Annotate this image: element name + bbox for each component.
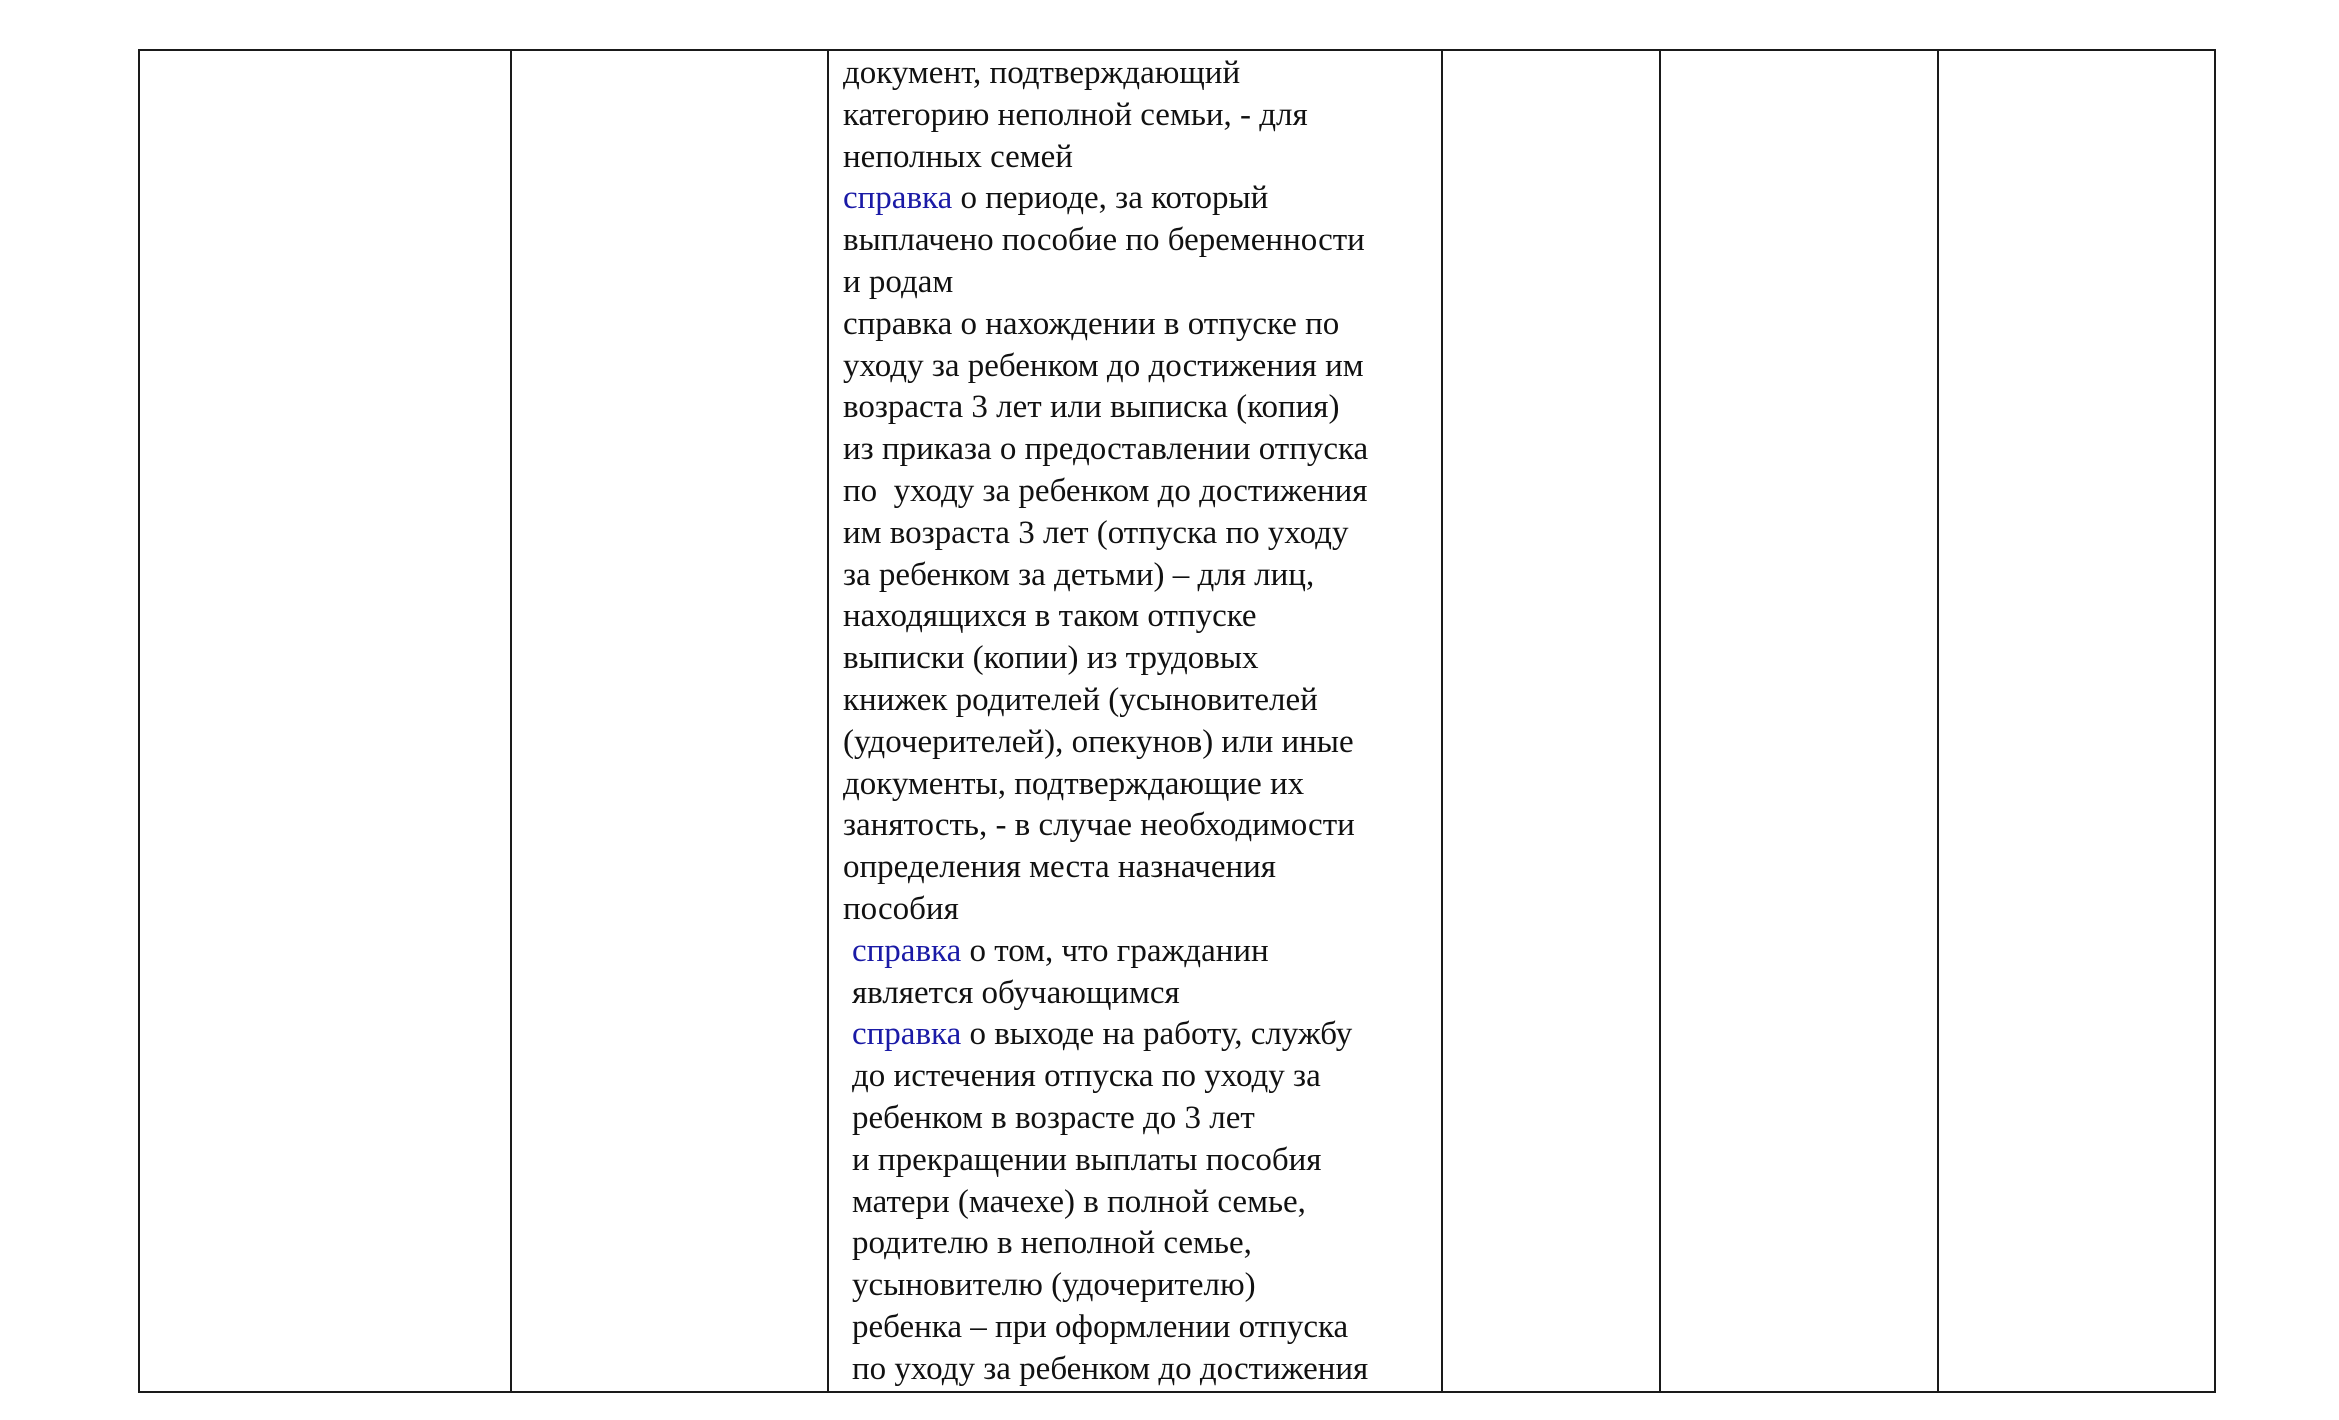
document-line: до истечения отпуска по уходу за <box>852 1058 1321 1095</box>
document-line: выписки (копии) из трудовых <box>843 640 1259 677</box>
documents-list <box>829 51 1441 1391</box>
document-line: матери (мачехе) в полной семье, <box>852 1183 1306 1220</box>
table-cell-col-2 <box>511 50 828 1392</box>
document-line: уходу за ребенком до достижения им <box>843 347 1364 384</box>
reference-link[interactable]: справка <box>852 1016 962 1053</box>
document-line <box>843 178 1435 220</box>
document-line: по уходу за ребенком до достижения <box>843 472 1368 509</box>
document-line: является обучающимся <box>852 974 1180 1011</box>
document-line: книжек родителей (усыновителей <box>843 681 1318 718</box>
document-line: справка о нахождении в отпуске по <box>843 305 1340 342</box>
document-line: документы, подтверждающие их <box>843 765 1305 802</box>
reference-link[interactable]: справка <box>852 932 962 969</box>
table-cell-col-4 <box>1442 50 1660 1392</box>
document-line: ребенком в возрасте до 3 лет <box>852 1099 1255 1136</box>
requirements-table <box>138 49 2216 1393</box>
document-line <box>843 1014 1435 1056</box>
document-line-text: о том, что гражданин <box>961 932 1269 969</box>
document-line: усыновителю (удочерителю) <box>852 1267 1256 1304</box>
table-row <box>139 50 2215 1392</box>
document-line: (удочерителей), опекунов) или иные <box>843 723 1354 760</box>
document-line: и прекращении выплаты пособия <box>852 1141 1322 1178</box>
document-line: им возраста 3 лет (отпуска по уходу <box>843 514 1349 551</box>
table-cell-col-5 <box>1660 50 1938 1392</box>
table-cell-col-1 <box>139 50 511 1392</box>
document-line: неполных семей <box>843 138 1073 175</box>
document-line: родителю в неполной семье, <box>852 1225 1252 1262</box>
document-line: определения места назначения <box>843 849 1276 886</box>
document-line: и родам <box>843 263 954 300</box>
document-line: выплачено пособие по беременности <box>843 222 1365 259</box>
document-line: категорию неполной семьи, - для <box>843 96 1308 133</box>
table-cell-col-6 <box>1938 50 2215 1392</box>
document-line: ребенка – при оформлении отпуска <box>852 1308 1349 1345</box>
document-line: возраста 3 лет или выписка (копия) <box>843 389 1340 426</box>
document-line: пособия <box>843 890 959 927</box>
document-line: документ, подтверждающий <box>843 55 1241 91</box>
document-line: за ребенком за детьми) – для лиц, <box>843 556 1315 593</box>
document-line: из приказа о предоставлении отпуска <box>843 431 1369 468</box>
table-cell-documents <box>828 50 1442 1392</box>
reference-link[interactable]: справка <box>843 180 953 217</box>
document-line-text: о периоде, за который <box>952 180 1269 217</box>
document-line: находящихся в таком отпуске <box>843 598 1257 635</box>
document-line <box>843 931 1435 973</box>
document-line-text: о выходе на работу, службу <box>961 1016 1353 1053</box>
document-line: занятость, - в случае необходимости <box>843 807 1355 844</box>
document-line: по уходу за ребенком до достижения <box>852 1350 1369 1387</box>
